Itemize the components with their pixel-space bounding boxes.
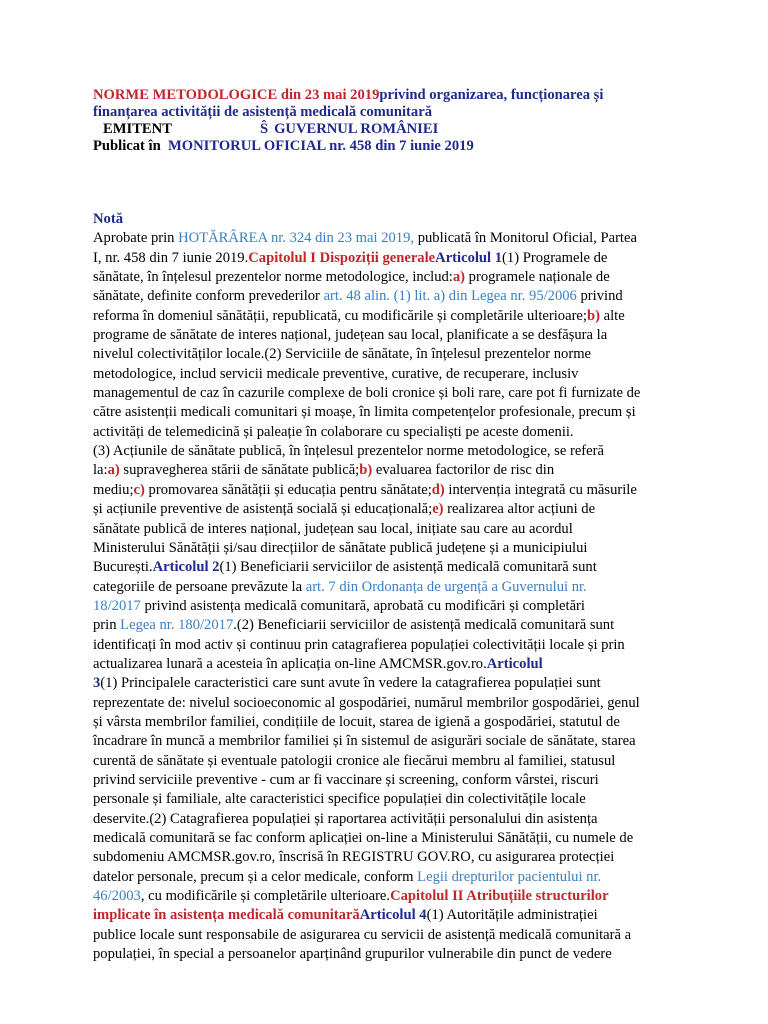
body-line <box>93 810 683 829</box>
text-segment: Articolul 2 <box>152 559 220 576</box>
body-line <box>93 229 683 248</box>
text-segment: mediu; <box>93 481 134 498</box>
text-segment: privind <box>576 288 623 305</box>
law-reference-link[interactable]: art. 48 alin. (1) lit. a) din Legea nr. 95/2006 <box>323 288 577 305</box>
body-text <box>93 229 683 964</box>
text-segment: Capitolul I Dispoziții generale <box>248 249 436 266</box>
body-line <box>93 345 683 364</box>
body-line <box>93 906 683 925</box>
text-segment: c) <box>133 481 145 498</box>
body-line <box>93 307 683 326</box>
text-segment: personale și familiale, alte caracteristici specifice populației din colectivitățile locale <box>93 791 586 808</box>
text-segment: Aprobate prin <box>93 230 179 247</box>
text-segment: deservite.(2) Catagrafierea populației și raportarea activității personalului din asistența <box>93 810 598 827</box>
body-line <box>93 268 683 287</box>
published-label: Publicat în <box>93 138 161 154</box>
text-segment: sănătate publică de interes național, județean sau local, inițiate sau care au acordul <box>93 520 573 537</box>
body-line <box>93 790 683 809</box>
text-segment: implicate în asistența medicală comunitară <box>93 907 360 924</box>
emitent-line <box>93 121 683 138</box>
title-red-part: NORME METODOLOGICE din 23 mai 2019 <box>93 87 380 103</box>
text-segment: programe de sănătate de interes național, județean sau local, planificate a se desfășura la <box>93 327 608 344</box>
body-line <box>93 829 683 848</box>
body-line <box>93 848 683 867</box>
text-segment: (1) Principalele caracteristici care sunt avute în vedere la catagrafierea populației sunt <box>100 675 601 692</box>
body-line <box>93 926 683 945</box>
text-segment: privind asistența medicală comunitară, aprobată cu modificări și completări <box>140 597 585 614</box>
text-segment: Capitolul II Atribuțiile structurilor <box>390 888 609 905</box>
text-segment: către asistenții medicali comunitari și moașe, în limita competențelor profesionale, precum și <box>93 404 636 421</box>
text-segment: populației, în special a persoanelor aparținând grupurilor vulnerabile din punct de vedere <box>93 946 612 963</box>
title-second-line: finanțarea activității de asistență medicală comunitară <box>93 104 432 120</box>
text-segment: prin <box>93 617 121 634</box>
body-line <box>93 655 683 674</box>
text-segment: managementul de caz în cazurile complexe de boli cronice și boli rare, care pot fi furnizate de <box>93 385 641 402</box>
body-line <box>93 403 683 422</box>
text-segment: reprezentate de: nivelul socioeconomic al gospodăriei, numărul membrilor gospodăriei, genul <box>93 694 640 711</box>
body-line <box>93 558 683 577</box>
text-segment: reforma în domeniul sănătății, republicată, cu modificările și completările ulterioare; <box>93 307 587 324</box>
text-segment: I, nr. 458 din 7 iunie 2019. <box>93 249 249 266</box>
text-segment: publicată în Monitorul Oficial, Partea <box>414 230 637 247</box>
body-line <box>93 597 683 616</box>
body-line <box>93 539 683 558</box>
body-line <box>93 481 683 500</box>
emitent-value: GUVERNUL ROMÂNIEI <box>274 121 439 137</box>
text-segment: categoriile de persoane prevăzute la <box>93 578 306 595</box>
emitent-label: EMITENT <box>103 121 172 137</box>
text-segment: programele naționale de <box>465 269 610 286</box>
body-line <box>93 616 683 635</box>
text-segment: promovarea sănătății și educația pentru sănătate; <box>144 481 432 498</box>
text-segment: realizarea altor acțiuni de <box>443 501 596 518</box>
law-reference-link[interactable]: Legii drepturilor pacientului nr. <box>417 868 602 885</box>
text-segment: la: <box>93 462 108 479</box>
text-segment: Articolul <box>486 655 543 672</box>
law-reference-link[interactable]: Legea nr. 180/2017 <box>120 617 234 634</box>
text-segment: (3) Acțiunile de sănătate publică, în înțelesul prezentelor norme metodologice, se referă <box>93 443 604 460</box>
body-line <box>93 461 683 480</box>
body-line <box>93 578 683 597</box>
text-segment: curentă de sănătate și eventuale patologii cronice ale fiecărui membru al familiei, statusul <box>93 752 616 769</box>
text-segment: b) <box>359 462 373 479</box>
text-segment: .(2) Beneficiarii serviciilor de asistență medicală comunitară sunt <box>233 617 615 634</box>
text-segment: a) <box>107 462 120 479</box>
text-segment: Ministerului Sănătății și/sau direcțiilor de sănătate publică județene și a municipiului <box>93 539 588 556</box>
body-line <box>93 887 683 906</box>
text-segment: București. <box>93 559 153 576</box>
body-line <box>93 500 683 519</box>
text-segment: încadrare în muncă a membrilor familiei și în sistemul de asigurări sociale de sănătate, starea <box>93 733 636 750</box>
body-line <box>93 752 683 771</box>
text-segment: nivelul colectivităților locale.(2) Serviciile de sănătate, în înțelesul prezentelor norme <box>93 346 592 363</box>
text-segment: publice locale sunt responsabile de asigurarea cu servicii de asistență medicală comunitară a <box>93 926 632 943</box>
published-value: MONITORUL OFICIAL nr. 458 din 7 iunie 2019 <box>168 138 474 154</box>
body-line <box>93 520 683 539</box>
body-line <box>93 732 683 751</box>
body-line <box>93 694 683 713</box>
text-segment: sănătate, definite conform prevederilor <box>93 288 324 305</box>
text-segment: d) <box>431 481 445 498</box>
body-line <box>93 713 683 732</box>
body-line <box>93 771 683 790</box>
body-line <box>93 868 683 887</box>
law-reference-link[interactable]: 46/2003 <box>93 888 141 905</box>
document-title <box>93 87 683 104</box>
text-segment: Articolul 4 <box>359 907 427 924</box>
body-line <box>93 945 683 964</box>
text-segment: evaluarea factorilor de risc din <box>372 462 555 479</box>
note-title: Notă <box>93 211 123 227</box>
text-segment: identificați în mod activ și continuu prin catagrafierea populației colectivității locale și prin <box>93 636 625 653</box>
text-segment: a) <box>452 269 466 286</box>
text-segment: (1) Autoritățile administrației <box>426 907 598 924</box>
document-header <box>93 87 683 155</box>
text-segment: subdomeniu AMCMSR.gov.ro, înscrisă în REGISTRU GOV.RO, cu asigurarea protecției <box>93 849 615 866</box>
title-blue-part: privind organizarea, funcționarea și <box>379 87 604 103</box>
text-segment: medicală comunitară se fac conform aplicației on-line a Ministerului Sănătății, cu numele de <box>93 830 634 846</box>
text-segment: (1) Programele de <box>502 249 608 266</box>
text-segment: intervenția integrată cu măsurile <box>444 481 637 498</box>
text-segment: și acțiunile preventive de asistență socială și educațională; <box>93 501 433 518</box>
body-line <box>93 636 683 655</box>
text-segment: sănătate, în înțelesul prezentelor norme metodologice, includ: <box>93 269 453 286</box>
text-segment: metodologice, includ servicii medicale preventive, curative, de recuperare, inclusiv <box>93 365 579 382</box>
text-segment: actualizarea lunară a acesteia în aplicația on-line AMCMSR.gov.ro. <box>93 655 487 672</box>
body-line <box>93 384 683 403</box>
body-line <box>93 249 683 268</box>
text-segment: b) <box>586 307 600 324</box>
text-segment: datelor personale, precum și a celor medicale, conform <box>93 868 418 885</box>
text-segment: (1) Beneficiarii serviciilor de asistență medicală comunitară sunt <box>219 559 597 576</box>
document-body <box>93 210 683 964</box>
text-segment: Articolul 1 <box>435 249 503 266</box>
text-segment: și vârsta membrilor familiei, condițiile de locuit, starea de igienă a gospodăriei, statutul de <box>93 713 620 730</box>
law-reference-link[interactable]: HOTĂRÂREA nr. 324 din 23 mai 2019, <box>178 230 415 247</box>
body-line <box>93 326 683 345</box>
text-segment: , cu modificările și completările ulterioare. <box>140 888 391 905</box>
emitent-symbol: Ŝ <box>259 121 269 137</box>
text-segment: privind serviciile preventive - cum ar fi vaccinare și screening, conform vârstei, riscuri <box>93 771 599 788</box>
body-line <box>93 674 683 693</box>
text-segment: 3 <box>93 675 101 692</box>
text-segment: e) <box>432 501 444 518</box>
text-segment: supravegherea stării de sănătate publică; <box>119 462 360 479</box>
law-reference-link[interactable]: 18/2017 <box>93 597 141 614</box>
published-line <box>93 138 683 155</box>
body-line <box>93 423 683 442</box>
text-segment: alte <box>599 307 625 324</box>
law-reference-link[interactable]: art. 7 din Ordonanța de urgență a Guvernului nr. <box>305 578 587 595</box>
text-segment: activități de telemedicină și paleație în colaborare cu specialiști pe aceste domenii. <box>93 423 574 440</box>
body-line <box>93 365 683 384</box>
body-line <box>93 287 683 306</box>
body-line <box>93 442 683 461</box>
